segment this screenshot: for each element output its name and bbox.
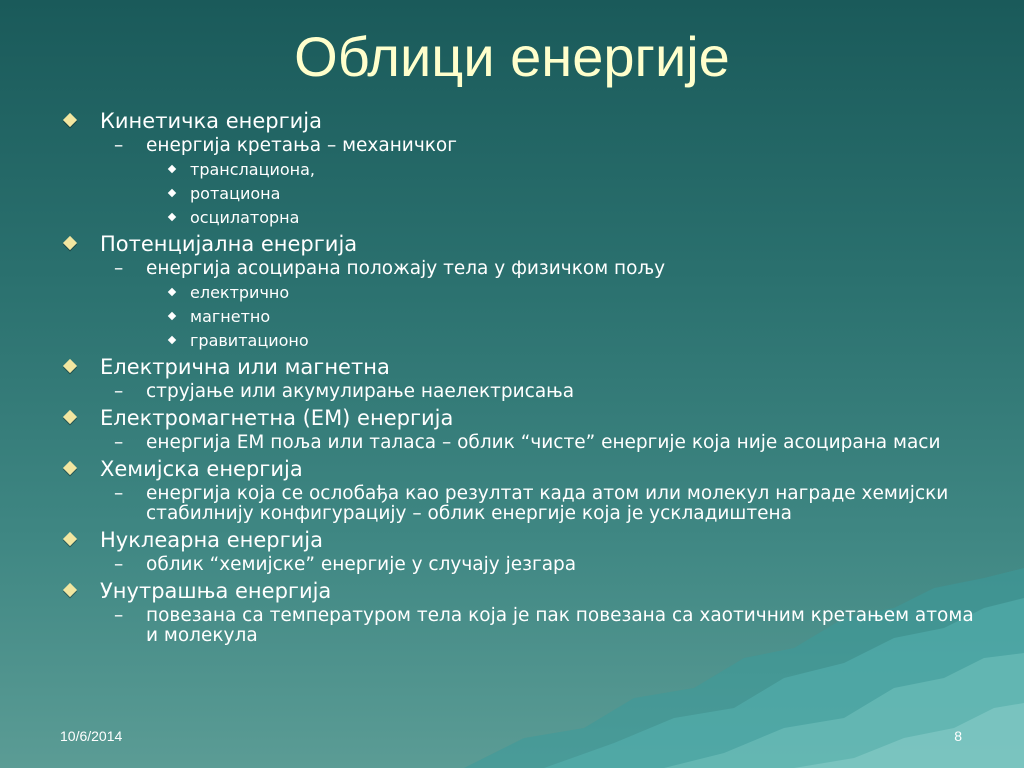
sub-sub-item xyxy=(62,330,984,351)
diamond-bullet-icon xyxy=(168,312,176,320)
dash-bullet: – xyxy=(114,605,124,626)
item-label: Хемијска енергија xyxy=(100,457,303,481)
sub-sub-item-text: ротациона xyxy=(190,184,281,203)
item-label: Унутрашња енергија xyxy=(100,579,332,603)
sub-item xyxy=(62,259,984,279)
list-item xyxy=(62,406,984,430)
sub-sub-item xyxy=(62,183,984,204)
diamond-bullet-icon xyxy=(63,532,77,546)
diamond-bullet-icon xyxy=(168,288,176,296)
slide-date: 10/6/2014 xyxy=(60,728,123,744)
dash-bullet: – xyxy=(114,554,124,575)
dash-bullet: – xyxy=(114,258,124,279)
diamond-bullet-icon xyxy=(63,461,77,475)
sub-sub-item-text: осцилаторна xyxy=(190,208,300,227)
diamond-bullet-icon xyxy=(168,165,176,173)
dash-bullet: – xyxy=(114,432,124,453)
sub-item xyxy=(62,382,984,402)
slide-number: 8 xyxy=(954,728,962,744)
sub-sub-item xyxy=(62,207,984,228)
list-item xyxy=(62,457,984,481)
sub-item xyxy=(62,606,984,646)
list-item xyxy=(62,528,984,552)
sub-sub-item-text: гравитационо xyxy=(190,331,309,350)
dash-bullet: – xyxy=(114,483,124,504)
sub-sub-item-text: транслациона, xyxy=(190,160,315,179)
sub-item-text: енергија асоцирана положају тела у физичком пољу xyxy=(146,258,666,279)
list-item xyxy=(62,579,984,603)
sub-item-text: енергија ЕМ поља или таласа – облик “чисте” енергије која није асоцирана маси xyxy=(146,432,941,453)
item-label: Електрична или магнетна xyxy=(100,355,390,379)
sub-sub-item xyxy=(62,282,984,303)
diamond-bullet-icon xyxy=(168,213,176,221)
diamond-bullet-icon xyxy=(168,189,176,197)
diamond-bullet-icon xyxy=(63,236,77,250)
diamond-bullet-icon xyxy=(63,359,77,373)
dash-bullet: – xyxy=(114,135,124,156)
item-label: Потенцијална енергија xyxy=(100,232,358,256)
item-label: Кинетичка енергија xyxy=(100,109,323,133)
sub-sub-item xyxy=(62,306,984,327)
sub-item xyxy=(62,484,984,524)
diamond-bullet-icon xyxy=(168,336,176,344)
diamond-bullet-icon xyxy=(63,113,77,127)
diamond-bullet-icon xyxy=(63,410,77,424)
sub-item-text: повезана са температуром тела која је пак повезана са хаотичним кретањем атома и молекула xyxy=(146,605,974,646)
sub-item xyxy=(62,136,984,156)
dash-bullet: – xyxy=(114,381,124,402)
bullet-list xyxy=(62,105,984,646)
item-label: Нуклеарна енергија xyxy=(100,528,324,552)
item-label: Електромагнетна (ЕМ) енергија xyxy=(100,406,454,430)
sub-item xyxy=(62,433,984,453)
list-item xyxy=(62,232,984,256)
list-item xyxy=(62,355,984,379)
sub-item-text: енергија кретања – механичког xyxy=(146,135,457,156)
sub-item xyxy=(62,555,984,575)
sub-item-text: енергија која се ослобађа као резултат када атом или молекул награде хемијски стабилнију конфигурацију – облик енергије која је ускладиштена xyxy=(146,483,949,524)
list-item xyxy=(62,109,984,133)
sub-sub-item xyxy=(62,159,984,180)
sub-sub-item-text: електрично xyxy=(190,283,290,302)
diamond-bullet-icon xyxy=(63,583,77,597)
sub-item-text: облик “хемијске” енергије у случају језгара xyxy=(146,554,577,575)
slide-title: Облици енергије xyxy=(294,25,730,88)
sub-sub-item-text: магнетно xyxy=(190,307,271,326)
sub-item-text: струјање или акумулирање наелектрисања xyxy=(146,381,575,402)
